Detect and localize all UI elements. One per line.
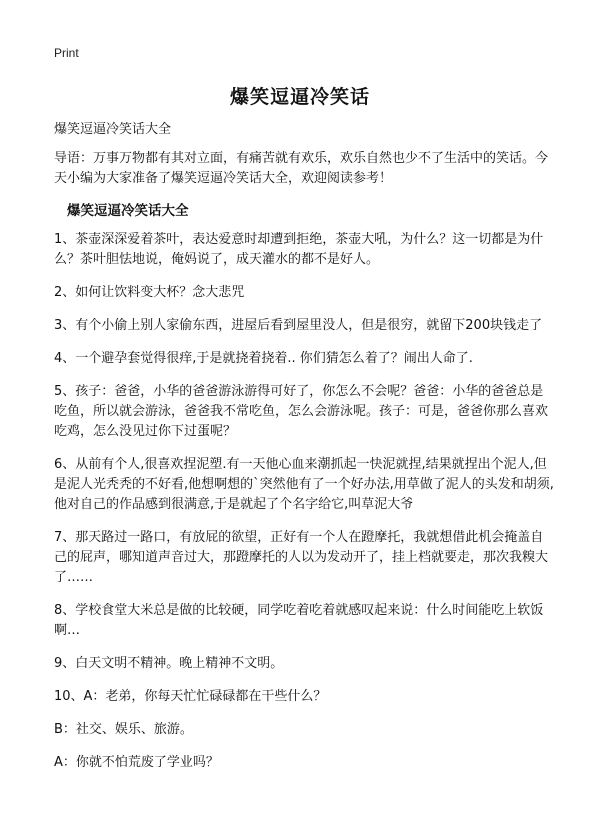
joke-item-9: 9、白天文明不精神。晚上精神不文明。 — [54, 656, 284, 671]
document-subtitle: 爆笑逗逼冷笑话大全 — [54, 122, 172, 137]
joke-item-4: 4、一个避孕套觉得很痒,于是就挠着挠着.. 你们猜怎么着了？闹出人命了. — [54, 351, 473, 366]
joke-item-5: 5、孩子：爸爸，小华的爸爸游泳游得可好了，你怎么不会呢？爸爸：小华的爸爸总是吃鱼，所以就会游泳，爸爸我不常吃鱼，怎么会游泳呢。孩子：可是，爸爸你那么喜欢吃鸡，怎么没见过你下过蛋呢？ — [54, 384, 549, 439]
joke-item-1: 1、茶壶深深爱着茶叶，表达爱意时却遭到拒绝，茶壶大吼，为什么？这一切都是为什么？茶叶胆怯地说，俺妈说了，成天灌水的都不是好人。 — [54, 232, 544, 267]
joke-list — [54, 230, 554, 786]
joke-dialogue-a: A：你就不怕荒废了学业吗？ — [54, 755, 219, 770]
joke-item-10: 10、A：老弟，你每天忙忙碌碌都在干些什么？ — [54, 689, 327, 704]
page-title: 爆笑逗逼冷笑话 — [229, 86, 370, 108]
print-label: Print — [54, 46, 79, 60]
joke-item-8: 8、学校食堂大米总是做的比较硬，同学吃着吃着就感叹起来说：什么时间能吃上软饭啊… — [54, 603, 544, 638]
joke-item-2: 2、如何让饮料变大杯？念大悲咒 — [54, 285, 245, 300]
joke-item-3: 3、有个小偷上别人家偷东西，进屋后看到屋里没人，但是很穷，就留下200块钱走了 — [54, 318, 543, 333]
joke-dialogue-b: B：社交、娱乐、旅游。 — [54, 722, 193, 737]
intro-paragraph: 导语：万事万物都有其对立面，有痛苦就有欢乐，欢乐自然也少不了生活中的笑话。今天小编为大家准备了爆笑逗逼冷笑话大全，欢迎阅读参考！ — [54, 151, 549, 186]
joke-item-7: 7、那天路过一路口，有放屁的欲望，正好有一个人在蹬摩托，我就想借此机会掩盖自己的屁声，哪知道声音过大，那蹬摩托的人以为发动开了，挂上档就要走，那次我糗大了…… — [54, 530, 549, 585]
section-heading: 爆笑逗逼冷笑话大全 — [67, 203, 189, 219]
joke-item-6: 6、从前有个人,很喜欢捏泥塑.有一天他心血来潮抓起一快泥就捏,结果就捏出个泥人,但是泥人光秃秃的不好看,他想啊想的`突然他有了一个好办法,用草做了泥人的头发和胡须,他对自己的作品感到很满意,于是就起了个名字给它,叫草泥大爷 — [54, 457, 554, 512]
